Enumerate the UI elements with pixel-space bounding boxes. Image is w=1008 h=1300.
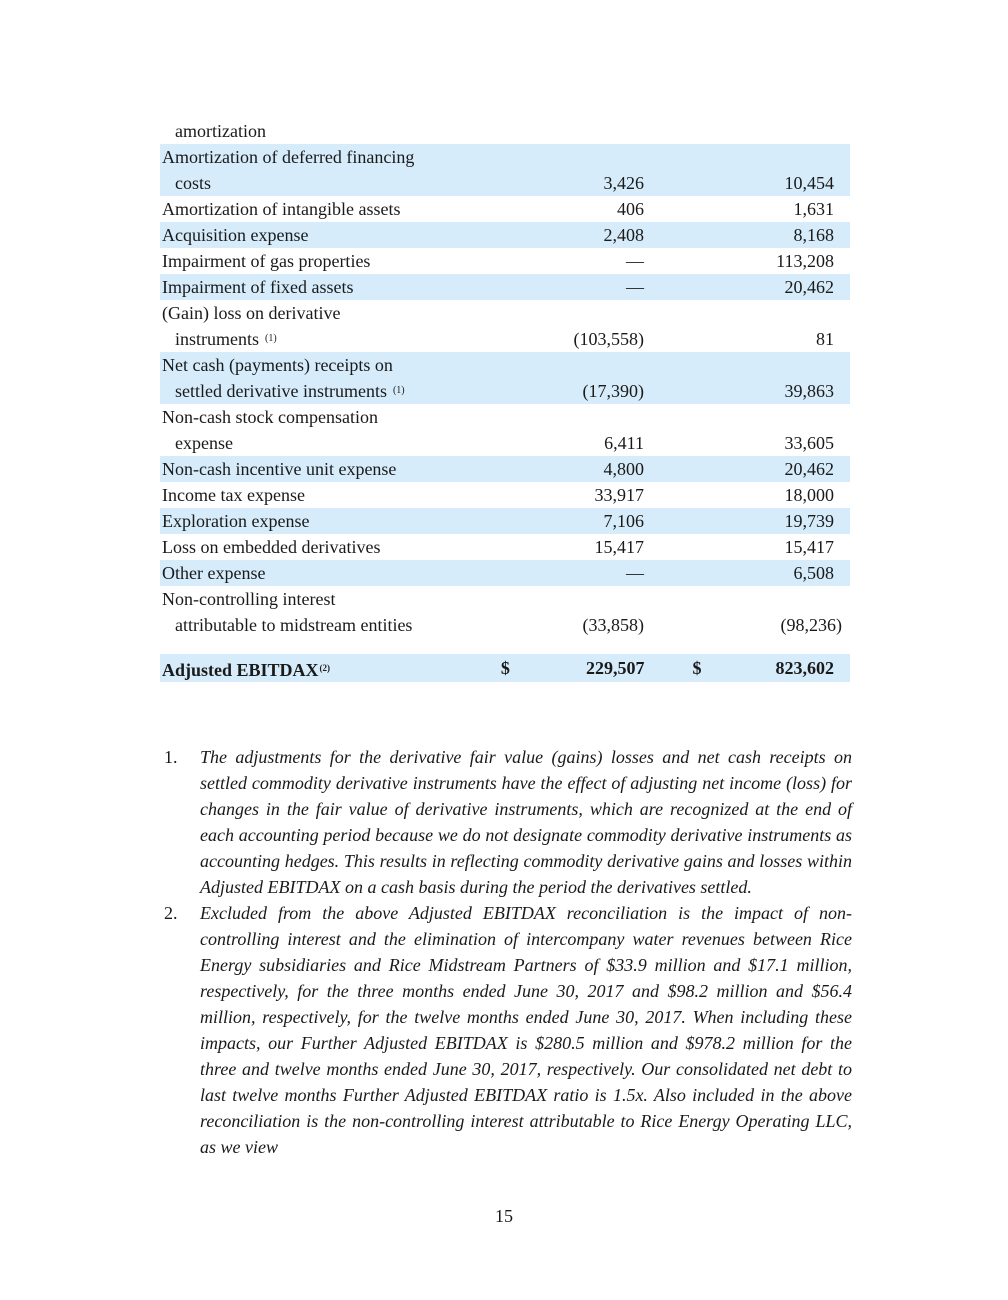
table-body — [160, 144, 850, 638]
row-label: Non-controlling interest — [162, 589, 336, 609]
table-row — [160, 222, 850, 248]
total-label: Adjusted EBITDAX — [162, 660, 319, 680]
table-row — [160, 456, 850, 482]
table-row — [160, 586, 850, 638]
total-value-three-months: 229,507 — [585, 658, 645, 678]
row-label: Income tax expense — [162, 485, 305, 505]
table-row — [160, 274, 850, 300]
footnotes — [164, 744, 854, 1160]
table-row — [160, 300, 850, 352]
value-twelve-months: 20,462 — [784, 277, 834, 297]
row-label-continued: costs — [175, 173, 211, 193]
footnote-2 — [164, 900, 854, 1160]
table-row-continued — [160, 118, 850, 144]
value-three-months: 33,917 — [594, 485, 644, 505]
value-twelve-months: 113,208 — [776, 251, 834, 271]
value-three-months: — — [626, 563, 644, 583]
value-twelve-months: 81 — [816, 329, 834, 349]
value-three-months: 15,417 — [594, 537, 644, 557]
value-three-months: 2,408 — [603, 225, 644, 245]
value-twelve-months: 39,863 — [784, 381, 834, 401]
table-row — [160, 352, 850, 404]
row-label-continued: instruments $^{(1)}$ — [175, 329, 277, 349]
table-row — [160, 508, 850, 534]
page-number: 15 — [495, 1206, 513, 1226]
footnote-ref: (1) — [265, 333, 277, 344]
value-three-months: (17,390) — [582, 381, 644, 401]
row-label: Amortization of deferred financing — [162, 147, 415, 167]
value-twelve-months: 20,462 — [784, 459, 834, 479]
row-label: Impairment of gas properties — [162, 251, 371, 271]
row-label-continued: expense — [175, 433, 233, 453]
table-row — [160, 196, 850, 222]
value-twelve-months: 15,417 — [784, 537, 834, 557]
row-label: Non-cash stock compensation — [162, 407, 378, 427]
footnote-text: The adjustments for the derivative fair value (gains) losses and net cash receipts on settled commodity derivative instruments have the effect of adjusting net income (loss) for changes in the fair value of derivative instruments, which are recognized at the end of each accounting period because we do not designate commodity derivative instruments as accounting hedges. This results in reflecting commodity derivative gains and losses within Adjusted EBITDAX on a cash basis during the period the derivatives settled. — [200, 747, 852, 897]
footnote-text: Excluded from the above Adjusted EBITDAX reconciliation is the impact of non-controlling interest and the elimination of intercompany water revenues between Rice Energy subsidiaries and Rice Midstream Partners of $33.9 million and $17.1 million, respectively, for the three months ended June 30, 2017 and $98.2 million and $56.4 million, respectively, for the twelve months ended June 30, 2017. When including these impacts, our Further Adjusted EBITDAX is $280.5 million and $978.2 million for the three and twelve months ended June 30, 2017, respectively. Our consolidated net debt to last twelve months Further Adjusted EBITDAX ratio is 1.5x. Also included in the above reconciliation is the non-controlling interest attributable to Rice Energy Operating LLC, as we view — [200, 903, 852, 1157]
table-row — [160, 560, 850, 586]
row-label: Exploration expense — [162, 511, 310, 531]
value-twelve-months: 19,739 — [784, 511, 834, 531]
footnote-ref: (1) — [392, 385, 405, 396]
row-label: Acquisition expense — [162, 225, 309, 245]
row-label: Other expense — [162, 563, 266, 583]
value-three-months: — — [626, 251, 644, 271]
footnote-number: 1. — [164, 747, 178, 767]
table-row — [160, 534, 850, 560]
value-twelve-months: 18,000 — [784, 485, 834, 505]
value-three-months: (103,558) — [573, 329, 644, 349]
total-value-twelve-months: 823,602 — [775, 658, 834, 678]
row-label: Non-cash incentive unit expense — [162, 459, 397, 479]
footnote-number: 2. — [164, 903, 178, 923]
value-three-months: 3,426 — [603, 173, 644, 193]
row-label-continued: attributable to midstream entities — [175, 615, 413, 635]
row-label: Net cash (payments) receipts on — [162, 355, 393, 375]
value-twelve-months: 6,508 — [793, 563, 834, 583]
row-label: Amortization of intangible assets — [162, 199, 401, 219]
footnote-ref: (2) — [319, 663, 331, 673]
row-label: (Gain) loss on derivative — [162, 303, 341, 323]
reconciliation-table — [160, 118, 850, 682]
row-label: Loss on embedded derivatives — [162, 537, 381, 557]
table-row — [160, 482, 850, 508]
value-twelve-months: 10,454 — [784, 173, 834, 193]
value-twelve-months: 33,605 — [784, 433, 834, 453]
currency-symbol: $ — [692, 658, 702, 678]
value-three-months: 7,106 — [603, 511, 644, 531]
value-three-months: — — [626, 277, 644, 297]
value-twelve-months: (98,236) — [780, 615, 842, 635]
table-row — [160, 248, 850, 274]
footnote-1 — [164, 744, 854, 900]
table-row — [160, 144, 850, 196]
value-three-months: 6,411 — [604, 433, 644, 453]
value-twelve-months: 1,631 — [793, 199, 834, 219]
value-three-months: 406 — [617, 199, 644, 219]
value-twelve-months: 8,168 — [793, 225, 834, 245]
row-label-continued: settled derivative instruments $^{(1)}$ — [175, 381, 405, 401]
currency-symbol: $ — [500, 658, 510, 678]
value-three-months: 4,800 — [603, 459, 644, 479]
value-three-months: (33,858) — [582, 615, 644, 635]
row-label: Impairment of fixed assets — [162, 277, 354, 297]
table-row — [160, 404, 850, 456]
row-label: amortization — [175, 121, 266, 141]
total-row — [160, 654, 850, 682]
